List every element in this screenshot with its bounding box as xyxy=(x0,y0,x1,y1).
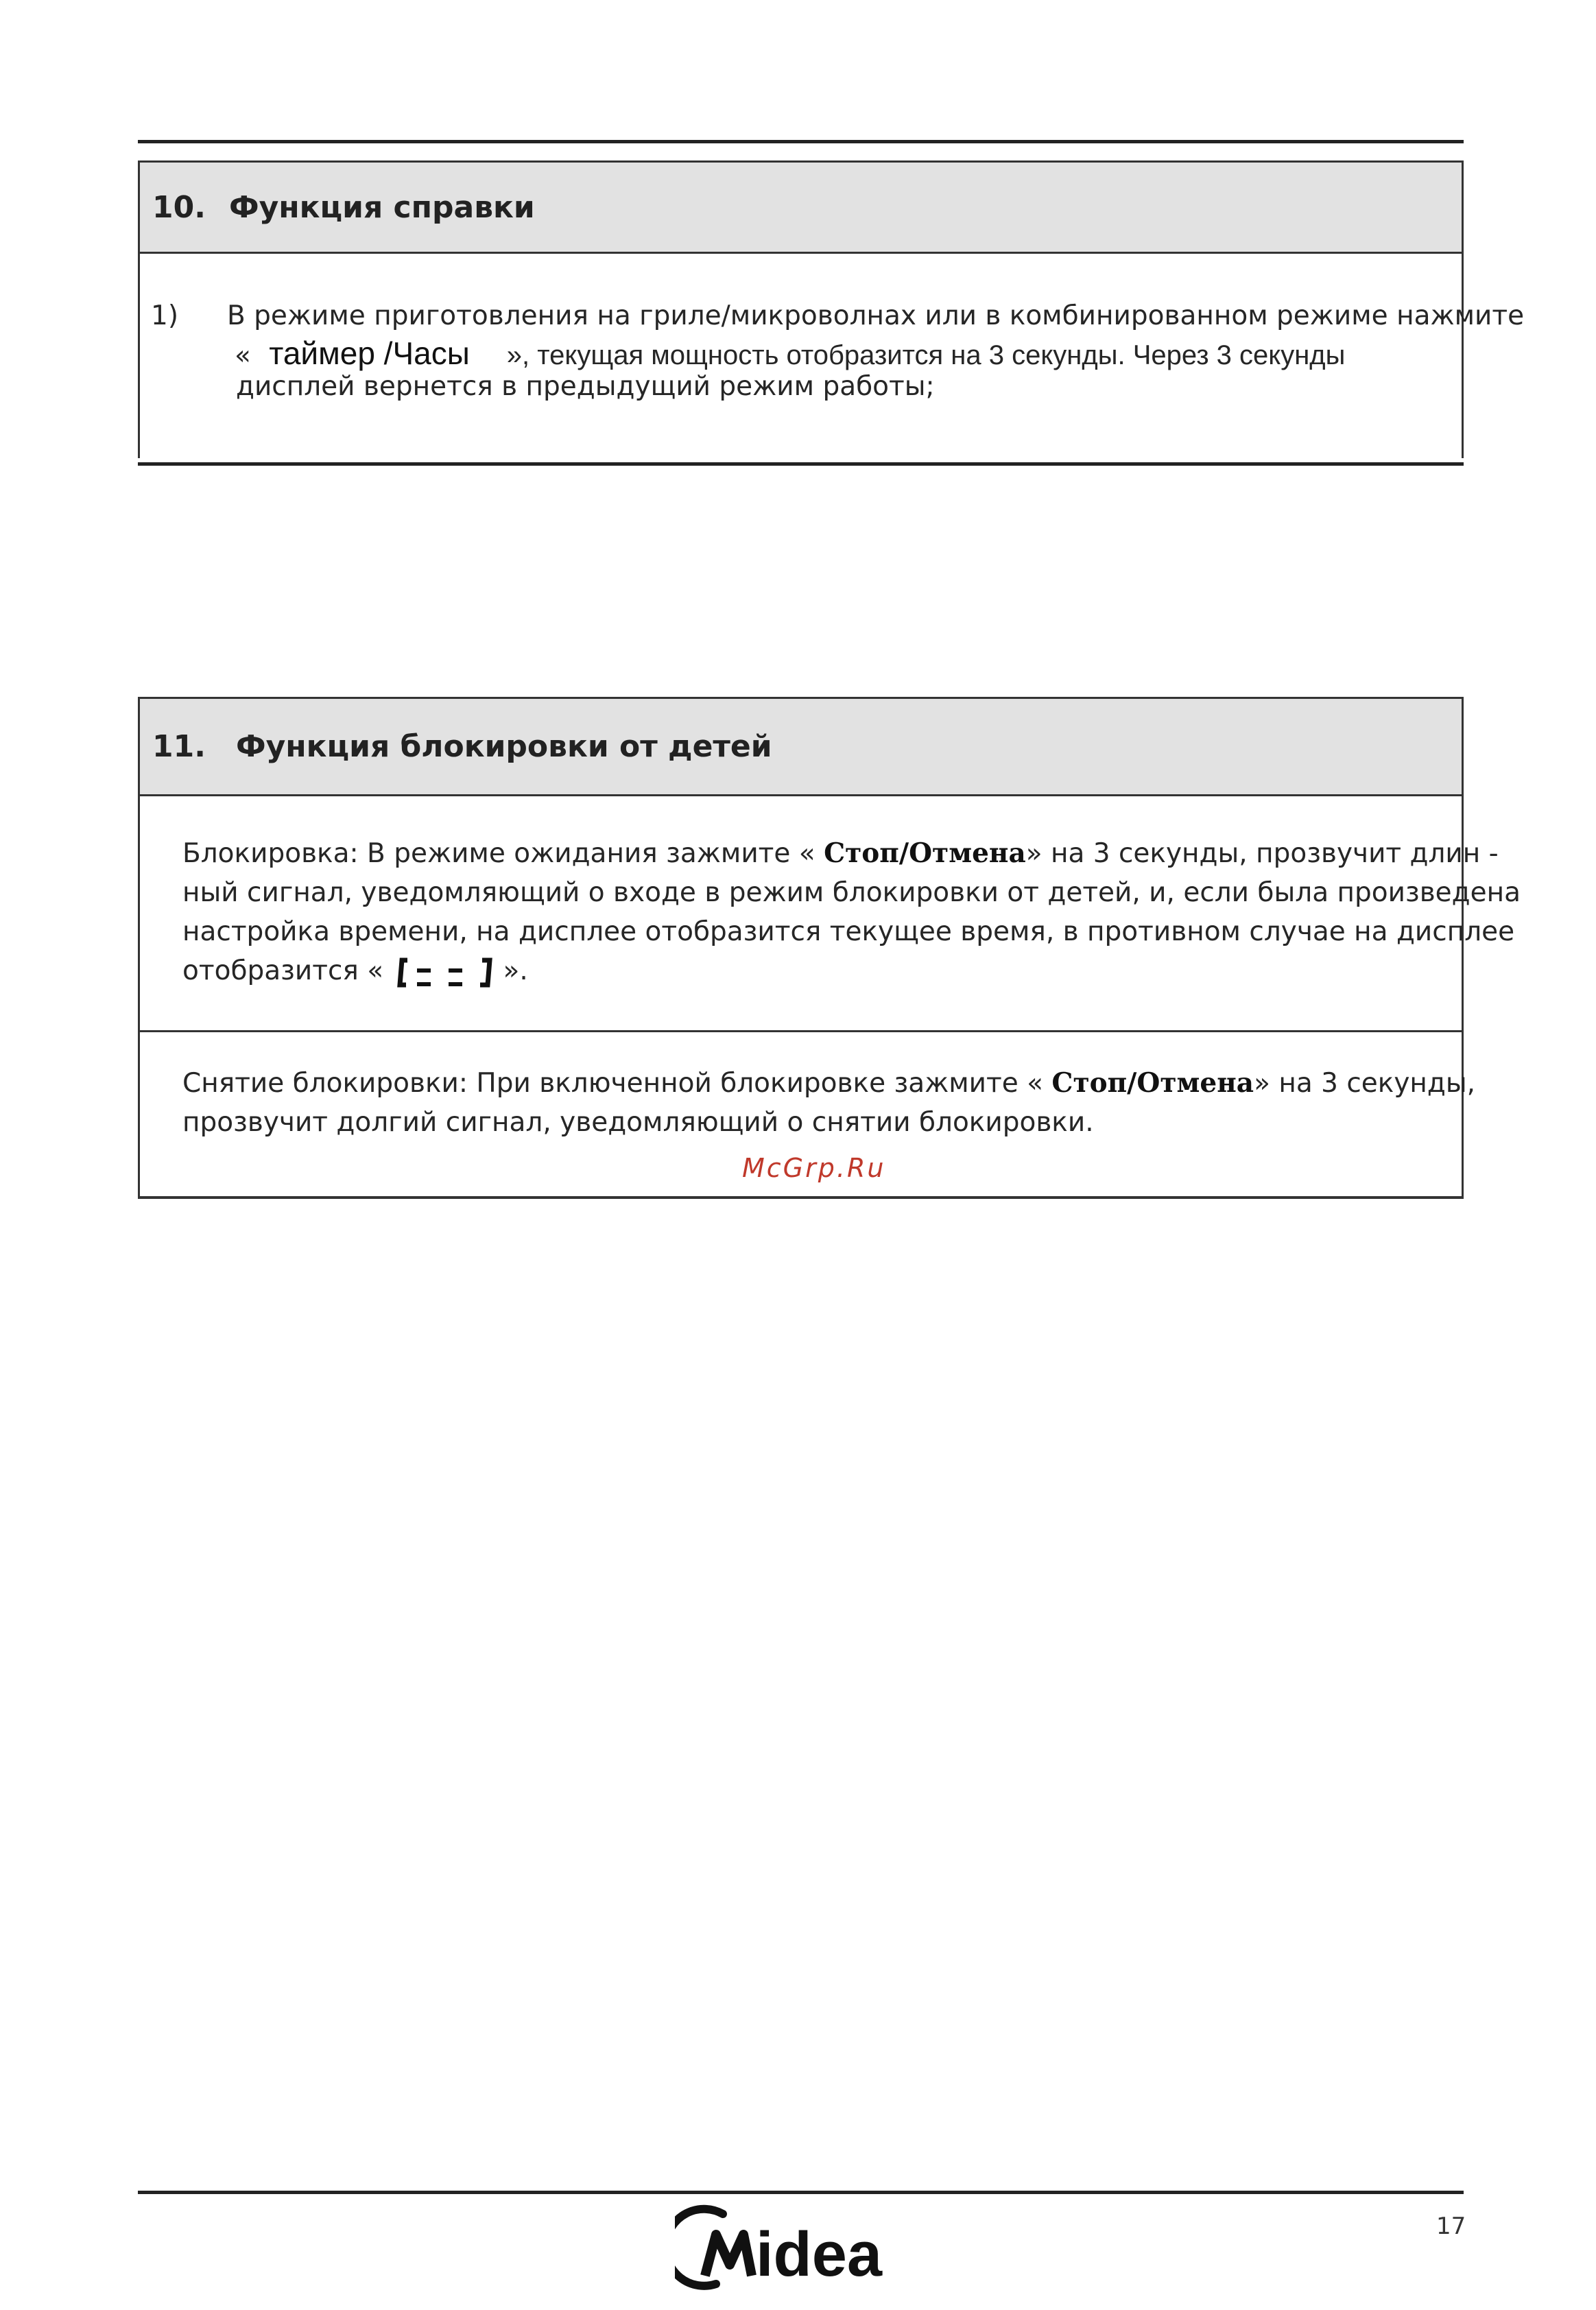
watermark: McGrp.Ru xyxy=(742,1153,886,1183)
lock-line-1: Блокировка: В режиме ожидания зажмите « Стоп/Отмена» на 3 секунды, прозвучит длин - xyxy=(182,837,1499,869)
section-10-number: 10. xyxy=(152,189,206,225)
stop-cancel-key: Стоп/Отмена xyxy=(1051,1067,1254,1099)
unlock-line-1: Снятие блокировки: При включенной блокировке зажмите « Стоп/Отмена» на 3 секунды, xyxy=(182,1067,1476,1099)
lock-line-4: отобразится « ». xyxy=(182,951,528,990)
midea-logo xyxy=(675,2195,922,2300)
help-line-1: В режиме приготовления на гриле/микроволнах или в комбинированном режиме нажмите xyxy=(227,300,1525,331)
child-lock-panel xyxy=(138,796,1521,1032)
svg-text:idea: idea xyxy=(756,2219,883,2289)
section-10-header xyxy=(138,160,1464,254)
top-rule xyxy=(138,140,1464,143)
page-number: 17 xyxy=(1436,2213,1466,2240)
help-line-3: дисплей вернется в предыдущий режим работы; xyxy=(236,371,935,402)
lock-line-3: настройка времени, на дисплее отобразится текущее время, в противном случае на дисплее xyxy=(182,916,1515,947)
section-11-number: 11. xyxy=(152,729,206,764)
section-11-header xyxy=(138,697,1464,796)
item-number: 1) xyxy=(151,300,179,331)
stop-cancel-key: Стоп/Отмена xyxy=(824,837,1026,869)
section-10-body xyxy=(138,254,1525,458)
section-11-title: Функция блокировки от детей xyxy=(235,729,772,764)
child-unlock-panel xyxy=(138,1032,1476,1199)
footer-rule xyxy=(138,2191,1464,2194)
lock-display-icon xyxy=(396,955,499,990)
section-11-top-border xyxy=(138,697,1464,699)
timer-clock-key: таймер /Часы xyxy=(269,335,470,371)
section-10-bottom-rule xyxy=(138,462,1464,466)
section-10-title: Функция справки xyxy=(228,189,535,225)
help-line-2: « таймер /Часы », текущая мощность отобразится на 3 секунды. Через 3 секунды xyxy=(235,335,1346,371)
lock-line-2: ный сигнал, уведомляющий о входе в режим блокировки от детей, и, если была произведена xyxy=(182,877,1521,908)
unlock-line-2: прозвучит долгий сигнал, уведомляющий о снятии блокировки. xyxy=(182,1107,1094,1138)
midea-logo-icon xyxy=(675,2195,922,2298)
